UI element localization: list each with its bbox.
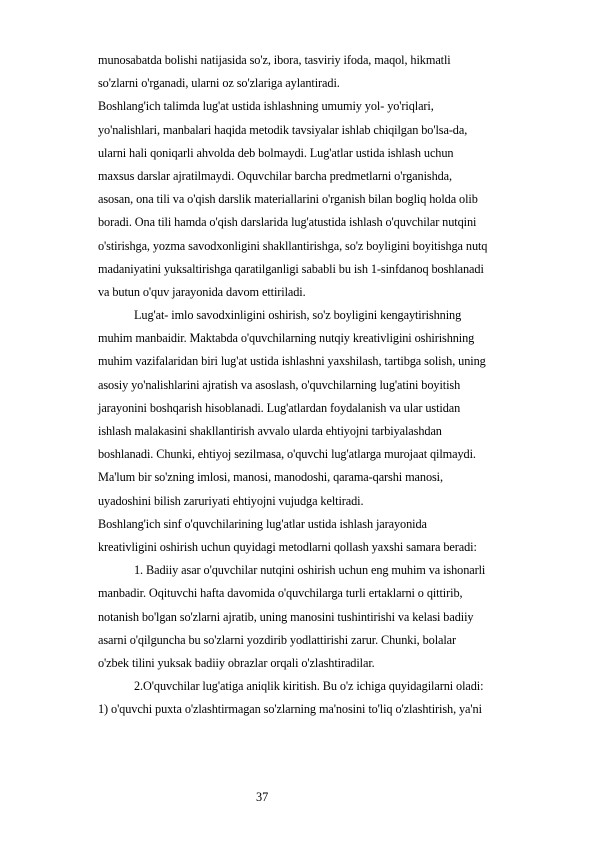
body-text (98, 49, 558, 721)
text-line: o'zbek tilini yuksak badiiy obrazlar orqali o'zlashtiradilar. (98, 655, 375, 670)
text-line: muhim vazifalaridan biri lug'at ustida ishlashni yaxshilash, tartibga solish, uning (98, 354, 486, 369)
text-line: asosan, ona tili va o'qish darslik materiallarini o'rganish bilan bogliq holda olib (98, 192, 478, 207)
text-line: Boshlang'ich talimda lug'at ustida ishlashning umumiy yol- yo'riqlari, (98, 99, 434, 114)
text-line: ularni hali qoniqarli ahvolda deb bolmaydi. Lug'atlar ustida ishlash uchun (98, 145, 454, 160)
page-number: 37 (256, 790, 269, 804)
text-line: muhim manbaidir. Maktabda o'quvchilarning nutqiy kreativligini oshirishning (98, 331, 475, 346)
text-line: va butun o'quv jarayonida davom ettiriladi. (98, 284, 306, 299)
text-line: asosiy yo'nalishlarini ajratish va asoslash, o'quvchilarning lug'atini boyitish (98, 377, 461, 392)
text-line: asarni o'qilguncha bu so'zlarni yozdirib yodlattirishi zarur. Chunki, bolalar (98, 632, 457, 647)
text-line: yo'nalishlari, manbalari haqida metodik tavsiyalar ishlab chiqilgan bo'lsa-da, (98, 122, 468, 137)
text-line: Boshlang'ich sinf o'quvchilarining lug'atlar ustida ishlash jarayonida (98, 516, 427, 531)
text-line: jarayonini boshqarish hisoblanadi. Lug'atlardan foydalanish va ular ustidan (98, 400, 461, 415)
text-line: uyadoshini bilish zaruriyati ehtiyojni vujudga keltiradi. (98, 493, 364, 508)
text-line: 2.O'quvchilar lug'atiga aniqlik kiritish. Bu o'z ichiga quyidagilarni oladi: (134, 679, 484, 694)
text-line: maxsus darslar ajratilmaydi. Oquvchilar barcha predmetlarni o'rganishda, (98, 168, 453, 183)
text-line: so'zlarni o'rganadi, ularni oz so'zlariga aylantiradi. (98, 76, 340, 91)
text-line: Lug'at- imlo savodxinligini oshirish, so'z boyligini kengaytirishning (134, 308, 462, 323)
text-line: notanish bo'lgan so'zlarni ajratib, uning manosini tushintirishi va kelasi badiiy (98, 609, 474, 624)
text-line: munosabatda bolishi natijasida so'z, ibora, tasviriy ifoda, maqol, hikmatli (98, 53, 451, 67)
text-line: ishlash malakasini shakllantirish avvalo ularda ehtiyojni tarbiyalashdan (98, 424, 442, 438)
text-line: boshlanadi. Chunki, ehtiyoj sezilmasa, o'quvchi lug'atlarga murojaat qilmaydi. (98, 447, 476, 462)
text-line: 1) o'quvchi puxta o'zlashtirmagan so'zlarning ma'nosini to'liq o'zlashtirish, ya'ni (98, 702, 482, 717)
text-line: o'stirishga, yozma savodxonligini shakllantirishga, so'z boyligini boyitishga nutq (98, 238, 488, 253)
text-line: manbadir. Oqituvchi hafta davomida o'quvchilarga turli ertaklarni o qittirib, (98, 586, 463, 601)
text-line: madaniyatini yuksaltirishga qaratilganligi sababli bu ish 1-sinfdanoq boshlanadi (98, 261, 484, 276)
text-line: kreativligini oshirish uchun quyidagi metodlarni qollash yaxshi samara beradi: (98, 539, 477, 554)
text-line: 1. Badiiy asar o'quvchilar nutqini oshirish uchun eng muhim va ishonarli (134, 563, 486, 578)
text-line: Ma'lum bir so'zning imlosi, manosi, manodoshi, qarama-qarshi manosi, (98, 470, 443, 485)
text-line: boradi. Ona tili hamda o'qish darslarida lug'atustida ishlash o'quvchilar nutqini (98, 215, 477, 230)
